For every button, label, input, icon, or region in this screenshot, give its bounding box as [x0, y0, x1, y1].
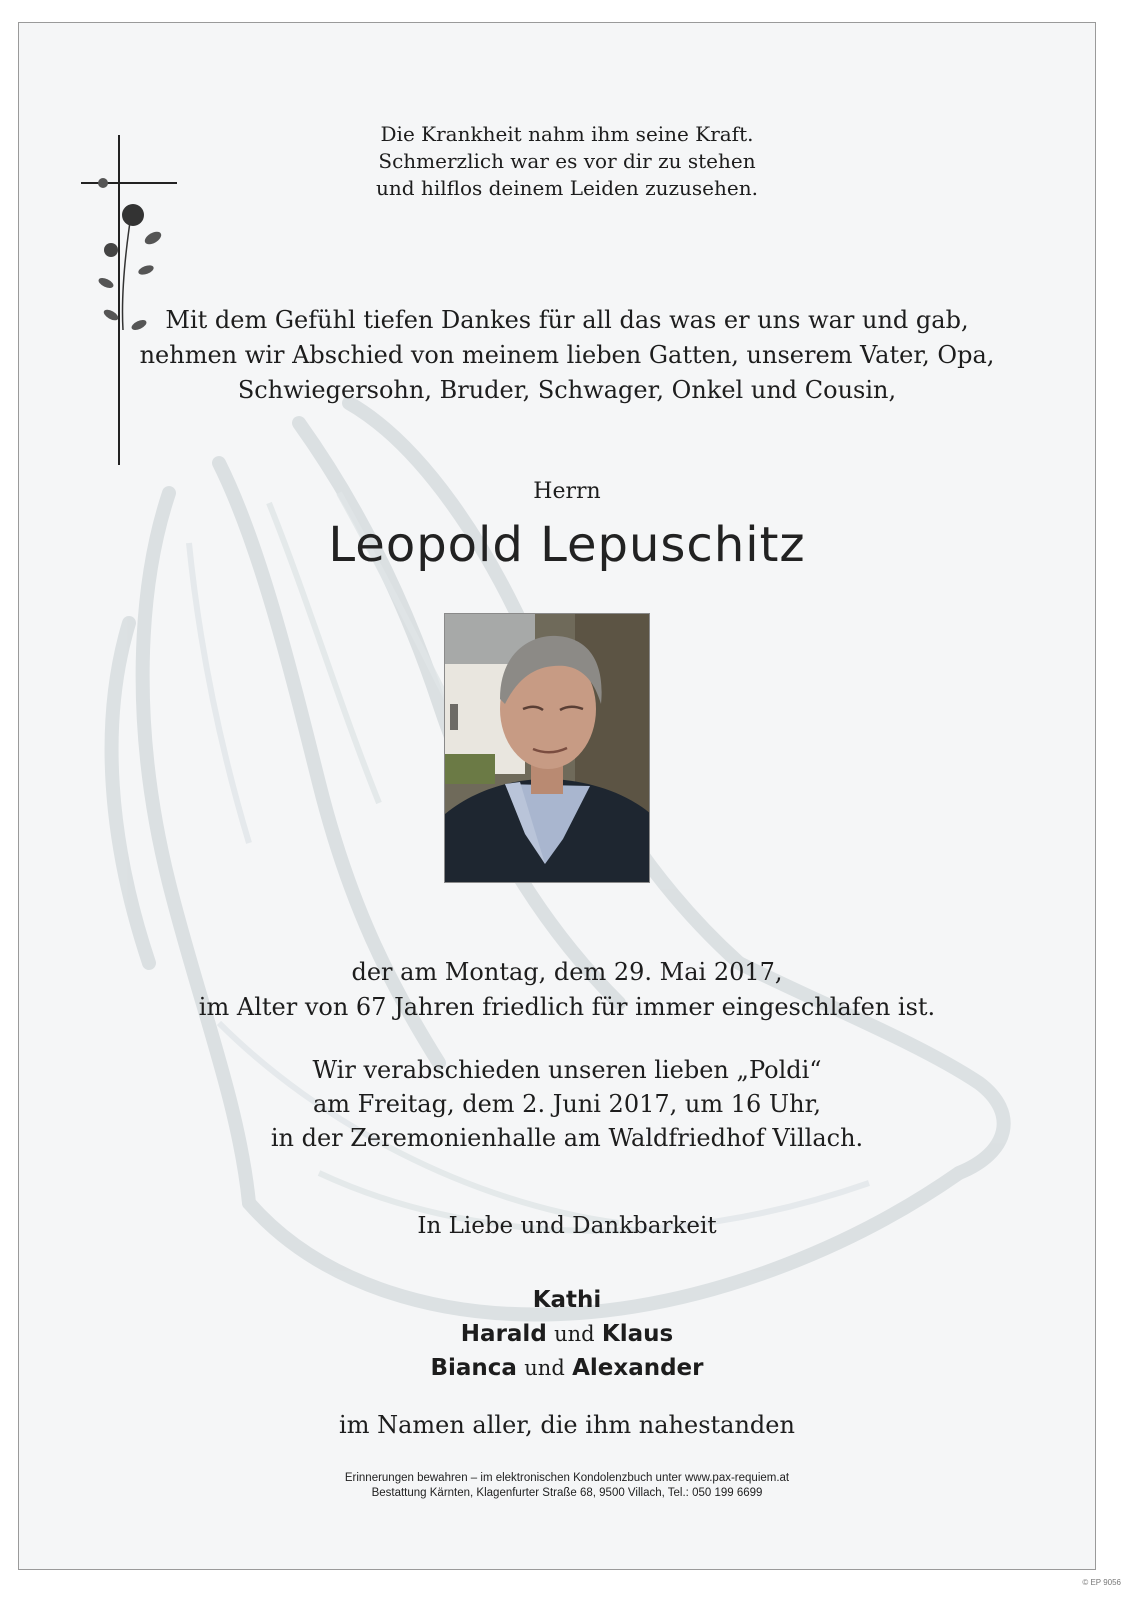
parte-card — [18, 22, 1096, 1570]
verse-line: Schmerzlich war es vor dir zu stehen — [378, 149, 756, 173]
mourner-row — [29, 1351, 1105, 1385]
death-line: im Alter von 67 Jahren friedlich für immer eingeschlafen ist. — [198, 993, 936, 1021]
mourner-joiner: und — [554, 1322, 595, 1346]
farewell-line: Schwiegersohn, Bruder, Schwager, Onkel und Cousin, — [237, 376, 897, 404]
opening-verse — [29, 121, 1105, 202]
verse-line: und hilflos deinem Leiden zuzusehen. — [376, 176, 758, 200]
deceased-name: Leopold Lepuschitz — [328, 517, 806, 573]
mourner-name: Bianca — [430, 1355, 517, 1381]
verse-line: Die Krankheit nahm ihm seine Kraft. — [380, 122, 754, 146]
mourner-row — [29, 1283, 1105, 1317]
farewell-line: nehmen wir Abschied von meinem lieben Gatten, unserem Vater, Opa, — [139, 341, 995, 369]
mourner-name: Harald — [460, 1321, 547, 1347]
closing-phrase: In Liebe und Dankbarkeit — [417, 1213, 717, 1239]
portrait-illustration — [445, 614, 650, 883]
footer-line: Bestattung Kärnten, Klagenfurter Straße 68, 9500 Villach, Tel.: 050 199 6699 — [371, 1487, 763, 1499]
on-behalf-line: im Namen aller, die ihm nahestanden — [339, 1411, 795, 1439]
death-line: der am Montag, dem 29. Mai 2017, — [351, 958, 783, 986]
funeral-info — [29, 1053, 1105, 1155]
mourner-name: Kathi — [532, 1287, 602, 1313]
salutation: Herrn — [533, 479, 601, 504]
footer — [29, 1471, 1105, 1501]
farewell-line: Mit dem Gefühl tiefen Dankes für all das was er uns war und gab, — [165, 306, 969, 334]
funeral-line: Wir verabschieden unseren lieben „Poldi“ — [312, 1056, 822, 1084]
farewell-text — [29, 303, 1105, 408]
funeral-line: am Freitag, dem 2. Juni 2017, um 16 Uhr, — [312, 1090, 822, 1118]
mourner-joiner: und — [524, 1356, 565, 1380]
mourner-row — [29, 1317, 1105, 1351]
mourner-name: Alexander — [572, 1355, 704, 1381]
death-notice — [29, 955, 1105, 1025]
footer-line: Erinnerungen bewahren – im elektronischen Kondolenzbuch unter www.pax-requiem.at — [344, 1472, 790, 1484]
template-code: © EP 9056 — [1082, 1578, 1121, 1587]
mourner-name: Klaus — [601, 1321, 674, 1347]
funeral-line: in der Zeremonienhalle am Waldfriedhof Villach. — [270, 1124, 864, 1152]
portrait-photo — [444, 613, 650, 883]
mourners-list — [29, 1283, 1105, 1385]
